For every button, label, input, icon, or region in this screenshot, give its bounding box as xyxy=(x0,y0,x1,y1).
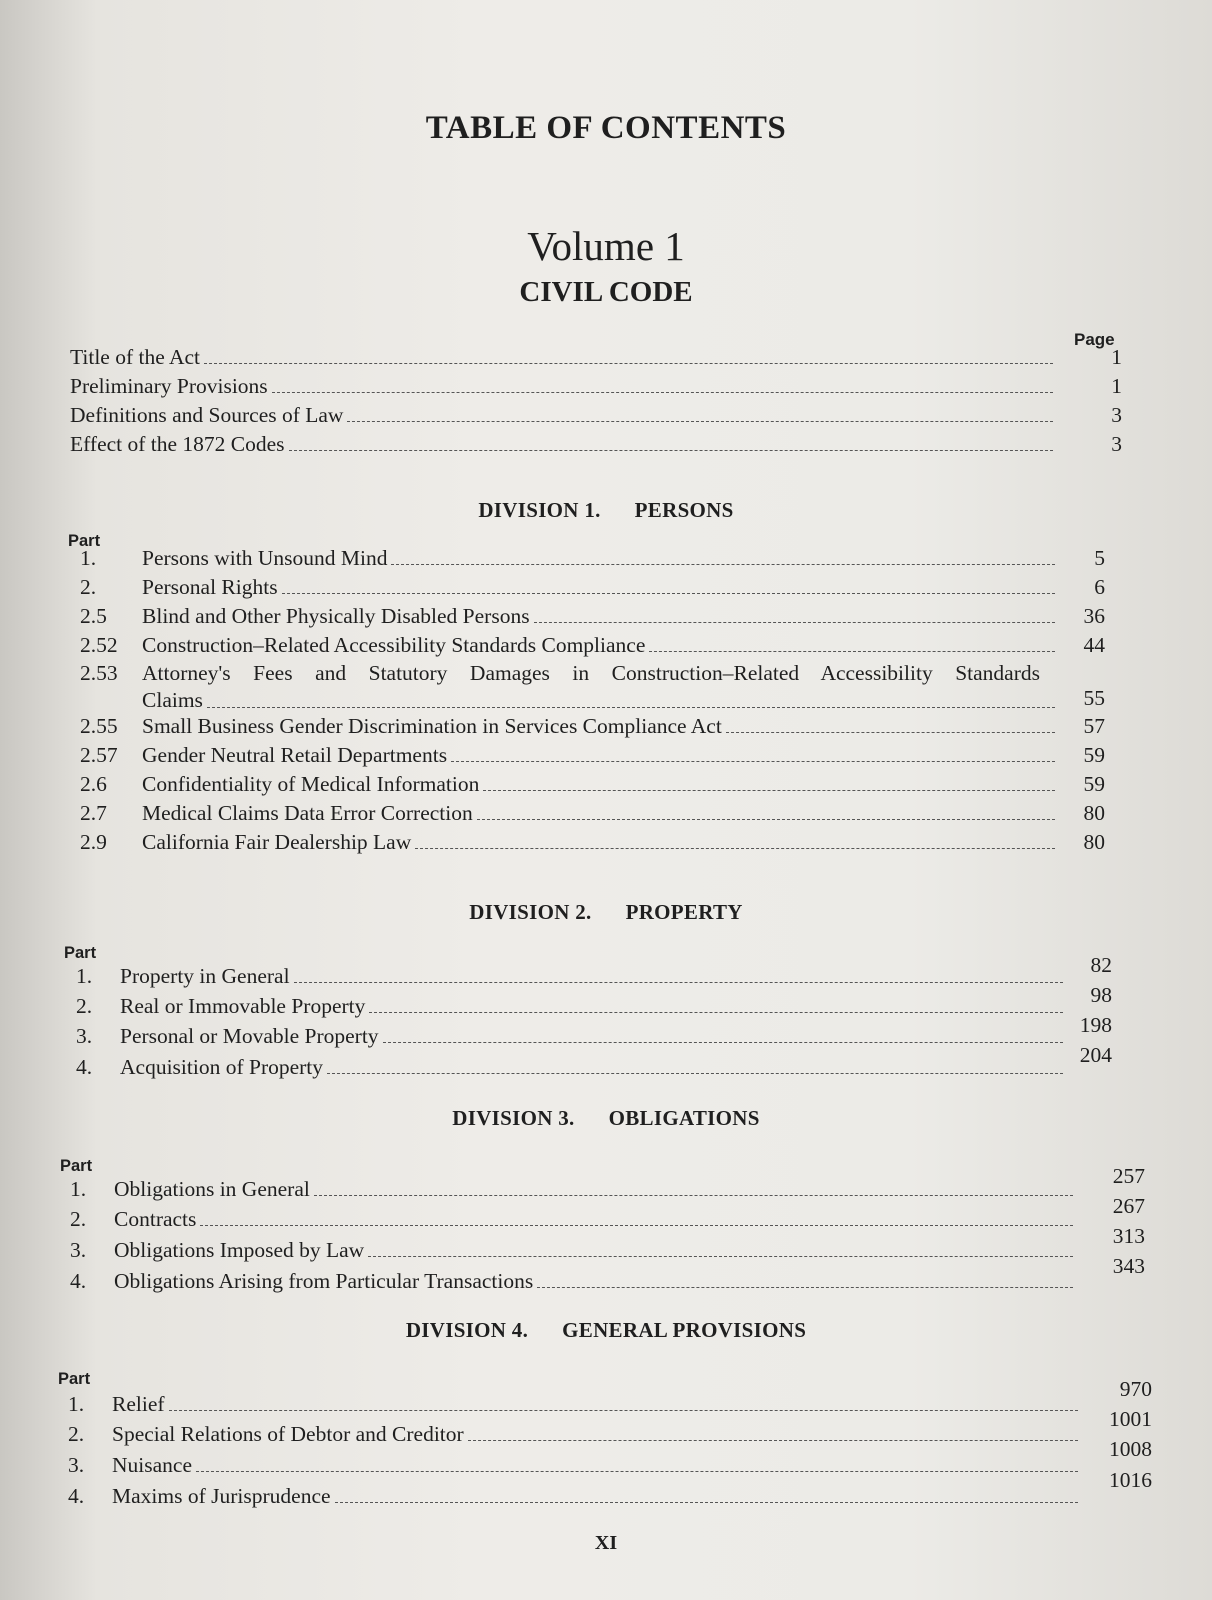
part-number: 2.6 xyxy=(80,772,107,796)
division-heading xyxy=(0,1106,1212,1131)
toc-entry[interactable] xyxy=(80,800,1057,826)
toc-entry[interactable] xyxy=(70,1237,1075,1263)
toc-entry[interactable] xyxy=(70,373,1055,399)
entry-page: 36 xyxy=(1083,604,1105,628)
entry-page: 57 xyxy=(1083,714,1105,738)
toc-entry[interactable] xyxy=(70,402,1055,428)
part-number: 2. xyxy=(70,1207,87,1231)
leader-dots xyxy=(204,363,1053,364)
entry-page: 1008 xyxy=(1109,1437,1152,1461)
part-column-label: Part xyxy=(64,944,97,962)
part-column-label: Part xyxy=(68,532,101,550)
toc-entry[interactable] xyxy=(76,963,1065,989)
toc-entry[interactable] xyxy=(76,1023,1065,1049)
entry-page: 198 xyxy=(1079,1013,1112,1037)
leader-dots xyxy=(468,1440,1078,1441)
leader-dots xyxy=(368,1256,1073,1257)
entry-label: Personal or Movable Property xyxy=(120,1024,379,1048)
division-number: DIVISION 4. xyxy=(405,1318,529,1342)
part-number: 4. xyxy=(76,1055,93,1079)
part-number: 2.7 xyxy=(80,801,107,825)
leader-dots xyxy=(534,622,1055,623)
entry-page: 55 xyxy=(1083,686,1105,710)
part-number: 2.52 xyxy=(80,633,118,657)
toc-entry[interactable] xyxy=(80,574,1057,600)
part-number: 1. xyxy=(68,1392,85,1416)
entry-label: Medical Claims Data Error Correction xyxy=(142,801,473,825)
leader-dots xyxy=(726,732,1055,733)
toc-entry[interactable] xyxy=(70,344,1055,370)
leader-dots xyxy=(347,421,1053,422)
entry-page: 3 xyxy=(1111,432,1122,456)
toc-entry[interactable] xyxy=(68,1421,1080,1447)
toc-entry[interactable] xyxy=(80,742,1057,768)
part-column-label: Part xyxy=(60,1157,93,1175)
entry-label: Definitions and Sources of Law xyxy=(70,403,344,427)
leader-dots xyxy=(649,651,1055,652)
entry-label: California Fair Dealership Law xyxy=(142,830,412,854)
leader-dots xyxy=(314,1195,1073,1196)
part-number: 3. xyxy=(70,1238,87,1262)
part-number: 2. xyxy=(80,575,97,599)
code-heading: CIVIL CODE xyxy=(519,276,693,308)
leader-dots xyxy=(335,1502,1078,1503)
entry-page: 98 xyxy=(1090,983,1112,1007)
leader-dots xyxy=(200,1225,1073,1226)
toc-entry[interactable] xyxy=(80,713,1057,739)
division-number: DIVISION 2. xyxy=(469,900,592,924)
entry-page: 44 xyxy=(1083,633,1105,657)
entry-page: 6 xyxy=(1094,575,1105,599)
toc-entry[interactable] xyxy=(68,1452,1080,1478)
entry-label-continued: Claims xyxy=(142,688,203,712)
part-number: 2.57 xyxy=(80,743,118,767)
division-heading xyxy=(0,498,1212,523)
leader-dots xyxy=(383,1042,1063,1043)
leader-dots xyxy=(196,1471,1078,1472)
leader-dots xyxy=(207,707,1055,708)
leader-dots xyxy=(289,450,1053,451)
leader-dots xyxy=(282,593,1055,594)
division-heading xyxy=(0,1318,1212,1343)
entry-label: Relief xyxy=(112,1392,165,1416)
page-number-footer: XI xyxy=(594,1532,618,1554)
part-number: 4. xyxy=(68,1484,85,1508)
entry-page: 5 xyxy=(1094,546,1105,570)
division-number: DIVISION 1. xyxy=(478,498,601,522)
entry-label: Effect of the 1872 Codes xyxy=(70,432,285,456)
entry-page: 3 xyxy=(1111,403,1122,427)
entry-label: Obligations in General xyxy=(114,1177,310,1201)
division-number: DIVISION 3. xyxy=(452,1106,575,1130)
toc-entry[interactable] xyxy=(70,1268,1075,1294)
part-number: 2. xyxy=(76,994,93,1018)
division-name: PROPERTY xyxy=(625,900,743,924)
part-column-label: Part xyxy=(58,1370,91,1388)
entry-page: 1016 xyxy=(1109,1468,1152,1492)
entry-label: Obligations Imposed by Law xyxy=(114,1238,365,1262)
toc-entry[interactable] xyxy=(68,1483,1080,1509)
part-number: 2.55 xyxy=(80,714,118,738)
toc-entry[interactable] xyxy=(76,1054,1065,1080)
part-number: 1. xyxy=(80,546,97,570)
entry-page: 1 xyxy=(1111,374,1122,398)
entry-label: Construction–Related Accessibility Standards Compliance xyxy=(142,633,646,657)
division-heading xyxy=(0,900,1212,925)
leader-dots xyxy=(391,564,1055,565)
leader-dots xyxy=(477,819,1055,820)
leader-dots xyxy=(169,1410,1078,1411)
entry-page: 1 xyxy=(1111,345,1122,369)
page-column-label: Page xyxy=(1074,330,1115,349)
division-name: OBLIGATIONS xyxy=(608,1106,760,1130)
toc-entry[interactable] xyxy=(80,632,1057,658)
volume-heading: Volume 1 xyxy=(527,223,685,269)
toc-entry[interactable] xyxy=(80,771,1057,797)
toc-entry[interactable] xyxy=(80,829,1057,855)
part-number: 2.53 xyxy=(80,661,118,685)
part-number: 2. xyxy=(68,1422,85,1446)
leader-dots xyxy=(537,1287,1073,1288)
entry-label: Maxims of Jurisprudence xyxy=(112,1484,331,1508)
entry-label: Attorney's Fees and Statutory Damages in Construction–Related Accessibility Standards xyxy=(142,661,1040,685)
part-number: 4. xyxy=(70,1269,87,1293)
part-number: 2.5 xyxy=(80,604,107,628)
part-number: 3. xyxy=(68,1453,85,1477)
entry-label: Personal Rights xyxy=(142,575,278,599)
entry-page: 80 xyxy=(1083,830,1105,854)
entry-label: Real or Immovable Property xyxy=(120,994,366,1018)
entry-page: 267 xyxy=(1112,1194,1145,1218)
entry-page: 204 xyxy=(1079,1043,1112,1067)
leader-dots xyxy=(483,790,1055,791)
entry-label: Property in General xyxy=(120,964,290,988)
toc-entry[interactable] xyxy=(80,545,1057,571)
part-number: 3. xyxy=(76,1024,93,1048)
leader-dots xyxy=(451,761,1055,762)
toc-entry[interactable] xyxy=(80,603,1057,629)
leader-dots xyxy=(415,848,1055,849)
leader-dots xyxy=(369,1012,1063,1013)
entry-label: Persons with Unsound Mind xyxy=(142,546,388,570)
leader-dots xyxy=(294,982,1063,983)
leader-dots xyxy=(327,1073,1063,1074)
entry-label: Nuisance xyxy=(112,1453,192,1477)
entry-label: Acquisition of Property xyxy=(120,1055,324,1079)
toc-entry[interactable] xyxy=(70,1206,1075,1232)
division-name: GENERAL PROVISIONS xyxy=(562,1318,807,1342)
entry-label: Small Business Gender Discrimination in Services Compliance Act xyxy=(142,714,722,738)
entry-page: 59 xyxy=(1083,743,1105,767)
toc-entry[interactable] xyxy=(68,1391,1080,1417)
page-title: TABLE OF CONTENTS xyxy=(425,110,787,146)
part-number: 1. xyxy=(70,1177,87,1201)
entry-label: Title of the Act xyxy=(70,345,200,369)
entry-label: Blind and Other Physically Disabled Persons xyxy=(142,604,530,628)
toc-entry-wrapped[interactable] xyxy=(80,660,1057,714)
entry-page: 343 xyxy=(1112,1254,1145,1278)
entry-label: Gender Neutral Retail Departments xyxy=(142,743,448,767)
entry-page: 970 xyxy=(1119,1377,1152,1401)
entry-page: 82 xyxy=(1090,953,1112,977)
entry-page: 80 xyxy=(1083,801,1105,825)
leader-dots xyxy=(272,392,1053,393)
entry-label: Preliminary Provisions xyxy=(70,374,268,398)
division-name: PERSONS xyxy=(634,498,734,522)
entry-page: 59 xyxy=(1083,772,1105,796)
entry-page: 1001 xyxy=(1109,1407,1152,1431)
toc-entry[interactable] xyxy=(76,993,1065,1019)
part-number: 2.9 xyxy=(80,830,107,854)
entry-page: 257 xyxy=(1112,1164,1145,1188)
entry-label: Contracts xyxy=(114,1207,197,1231)
entry-page: 313 xyxy=(1112,1224,1145,1248)
toc-entry[interactable] xyxy=(70,431,1055,457)
entry-label: Confidentiality of Medical Information xyxy=(142,772,480,796)
part-number: 1. xyxy=(76,964,93,988)
entry-label: Special Relations of Debtor and Creditor xyxy=(112,1422,464,1446)
toc-entry[interactable] xyxy=(70,1176,1075,1202)
entry-label: Obligations Arising from Particular Transactions xyxy=(114,1269,534,1293)
